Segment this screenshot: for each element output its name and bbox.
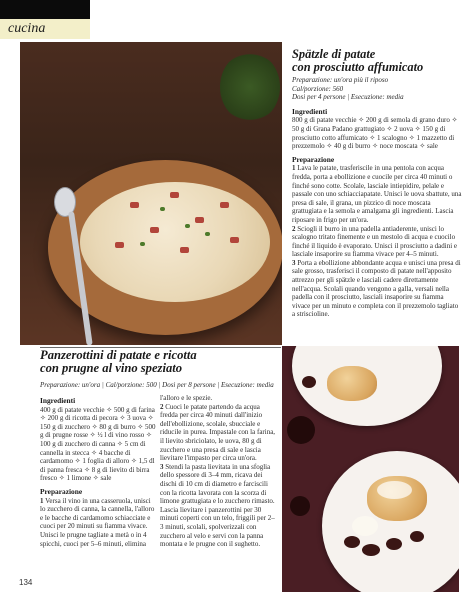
step-number: 2: [292, 224, 296, 233]
recipe2-col2: [160, 394, 278, 549]
ham-piece: [115, 242, 124, 248]
prune-bowl: [287, 416, 315, 444]
section-tag: cucina: [0, 19, 90, 39]
recipe1-step-2: [292, 225, 462, 259]
recipe1-step-3: [292, 259, 462, 319]
recipe2-ingredients: 400 g di patate vecchie ✧ 500 g di farina ✧ 200 g di ricotta di pecora ✧ 3 uova ✧ 150 g di zucchero ✧ 80 g di burro ✧ 500 g di prugne rosse ✧ ½ l di vino rosso ✧ 100 g di zucchero di canna ✧ 5 cm di cannella in stecca ✧ 4 bacche di cardamomo ✧ 1 foglia di alloro ✧ 1,5 dl di panna fresca ✧ 8 g di lievito di birra fresco ✧ 1 limone ✧ sale: [40, 405, 156, 483]
spatzle-photo: [20, 42, 282, 345]
recipe1-ingredients: 800 g di patate vecchie ✧ 200 g di semola di grano duro ✧ 50 g di Grana Padano grattugiato ✧ 2 uova ✧ 150 g di prosciutto cotto affumicato ✧ 1 scalogno ✧ 1 mazzetto di prezzemolo ✧ 40 g di burro ✧ noce moscata ✧ sale: [292, 116, 458, 151]
pastry-upper: [327, 366, 377, 401]
recipe1-title-line1: Spätzle di patate: [292, 47, 376, 61]
herb-piece: [205, 232, 210, 236]
step-text: Versa il vino in una casseruola, unisci lo zucchero di canna, la cannella, l'alloro e le bacche di cardamomo schiacciate e cuoci per 20 minuti su fiamma vivace. Unisci le prugne tagliate a metà o in 4 spicchi, cuoci per 5–6 minuti, elimina: [40, 496, 155, 548]
ham-piece: [170, 192, 179, 198]
ham-piece: [150, 227, 159, 233]
panzerottini-photo: [282, 346, 459, 592]
step-number: 3: [292, 258, 296, 267]
recipe2-step-1-continued: l'alloro e le spezie.: [160, 394, 213, 402]
recipe1-prep-time: Preparazione: un'ora più il riposo: [292, 76, 389, 84]
ham-piece: [195, 217, 204, 223]
step-number: 2: [160, 402, 164, 411]
prune-bowl: [290, 496, 310, 516]
herb-piece: [140, 242, 145, 246]
step-text: Porta a ebollizione abbondante acqua e unisci una presa di sale grosso, trasferisci il composto di patate nell'apposito attrezzo per gli spätzle e lasciali cadere direttamente nell'acqua. Scolali quando vengono a galla, versali nella padella con il prosciutto, lasciali insaporire su fiamma vivace per un minuto e completa con il prezzemolo tagliato a striscioline.: [292, 258, 461, 319]
prune: [302, 376, 316, 388]
recipe2-title-line2: con prugne al vino speziato: [40, 361, 183, 376]
prune: [386, 538, 402, 550]
powdered-sugar: [377, 481, 412, 499]
step-text: Sciogli il burro in una padella antiaderente, unisci lo scalogno tritato finemente e un mestolo di acqua e cuocilo finché il liquido è evaporato. Unisci il prosciutto a dadini e lasciale insaporire su fiamma vivace per 4–5 minuti.: [292, 224, 458, 259]
ham-piece: [230, 237, 239, 243]
recipe2-step-2: [160, 403, 278, 463]
herb-piece: [185, 224, 190, 228]
step-number: 1: [292, 164, 296, 173]
recipe2-title: [40, 349, 280, 376]
recipe1-ingredients-heading: Ingredienti: [292, 106, 328, 116]
recipe2-title-line1: Panzerottini di patate e ricotta: [40, 348, 197, 362]
recipe2-step-1: [40, 497, 156, 549]
step-text: Stendi la pasta lievitata in una sfoglia dello spessore di 3–4 mm, ricava dei dischi di 10 cm di diametro e farciscili con la ricotta lavorata con la scorza di limone grattugiata e lo zucchero rimasto. Lascia lievitare i panzerottini per 30 minuti coperti con un telo, friggili per 2–3 minuti, scolali, spolverizzali con zucchero al velo e servi con la panna montata e le prugne con il sughetto.: [160, 462, 275, 549]
recipe2-preparation-heading: Preparazione: [40, 486, 83, 496]
step-number: 1: [40, 496, 44, 505]
recipe1-preparation-heading: Preparazione: [292, 154, 335, 164]
step-text: Lava le patate, trasferiscile in una pentola con acqua fredda, porta a ebollizione e cuocile per circa 40 minuti o finché sono cotte. Scolale, lasciale intiepidire, pelale e passale con uno schiacciapatate. Unisci le uova sbattute, una presa di sale, il grana, un pizzico di noce moscata grattugiata e la semola e amalgama gli ingredienti. Lascia riposare in frigo per un'ora.: [292, 164, 462, 224]
prune: [344, 536, 360, 548]
ham-piece: [220, 202, 229, 208]
recipe1-title-line2: con prosciutto affumicato: [292, 60, 424, 74]
recipe2-step-3: [160, 463, 278, 549]
lower-plate: [322, 451, 459, 592]
recipe1-calories: Cal/porzione: 560: [292, 84, 344, 93]
recipe1-step-1: [292, 164, 462, 224]
recipe2-meta: Preparazione: un'ora | Cal/porzione: 500 | Dosi per 8 persone | Esecuzione: media: [40, 381, 274, 389]
recipe1-title: [292, 48, 462, 74]
recipe1-doses: Dosi per 4 persone | Esecuzione: media: [292, 93, 404, 102]
recipe1-body: [292, 76, 462, 319]
recipe2-col1: [40, 394, 156, 548]
spatzle-dish: [80, 182, 270, 302]
page-number: 134: [19, 578, 33, 587]
ham-piece: [180, 247, 189, 253]
herb-piece: [160, 207, 165, 211]
prune: [410, 531, 424, 542]
ham-piece: [130, 202, 139, 208]
whipped-cream: [352, 516, 378, 536]
parsley-garnish: [220, 52, 280, 122]
prune: [362, 544, 380, 556]
step-text: Cuoci le patate partendo da acqua fredda per circa 40 minuti dall'inizio dell'ebollizione, scolale, sbucciale e riducile in purea. Impastale con la farina, il lievito sbriciolato, le uova, 80 g di zucchero e una presa di sale e lascia lievitare l'impasto per circa un'ora.: [160, 402, 276, 463]
recipe2-ingredients-heading: Ingredienti: [40, 396, 76, 405]
step-number: 3: [160, 462, 164, 471]
